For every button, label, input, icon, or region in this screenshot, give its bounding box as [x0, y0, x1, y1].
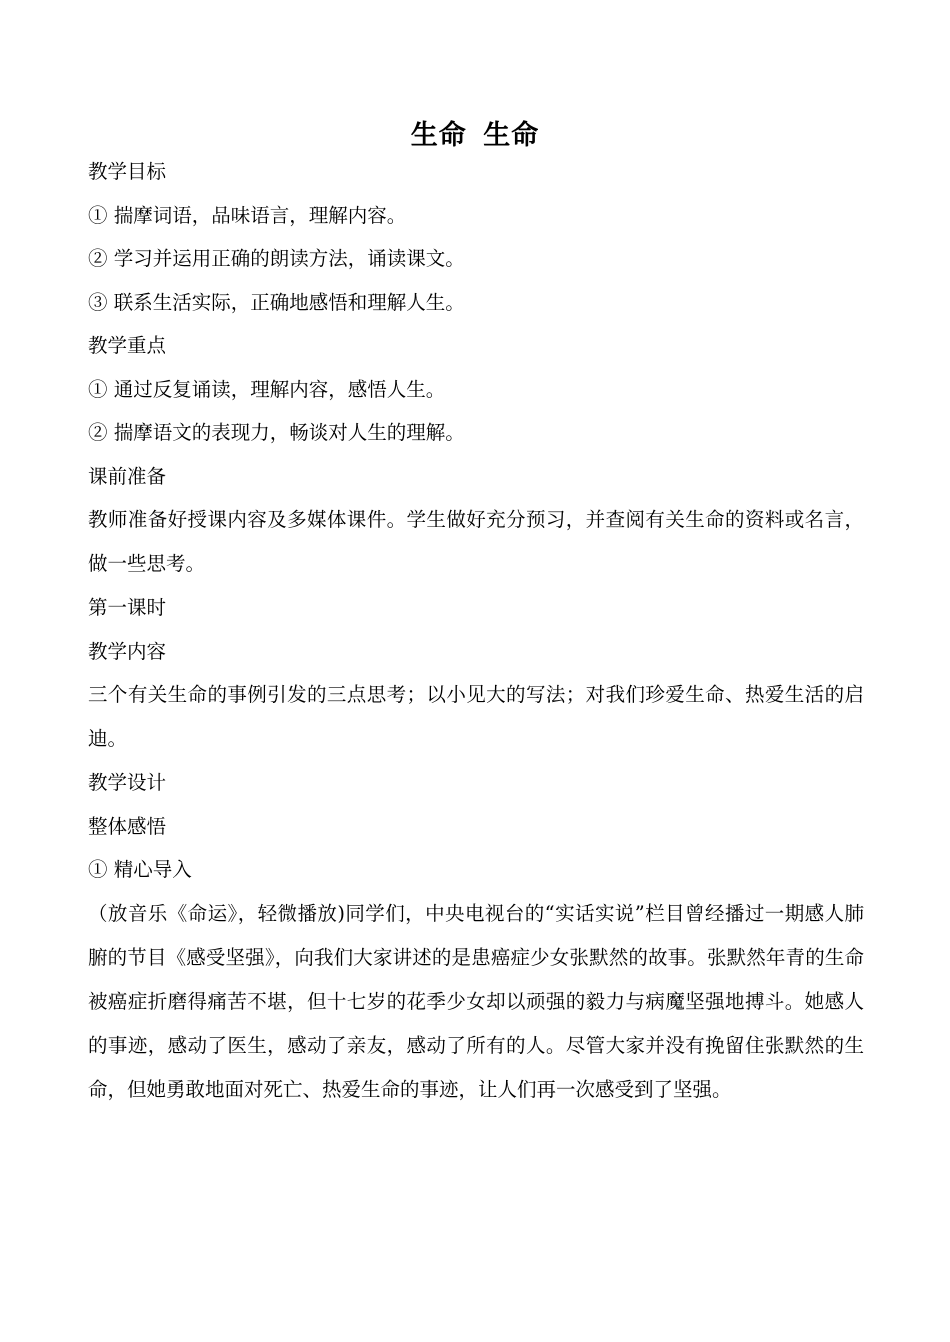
objective-item: ② 学习并运用正确的朗读方法，诵读课文。 — [88, 247, 465, 270]
prep-paragraph: 教师准备好授课内容及多媒体课件。学生做好充分预习，并查阅有关生命的资料或名言，做一些思考。 — [88, 508, 864, 575]
document-body — [88, 150, 864, 1112]
overall-heading: 整体感悟 — [88, 814, 167, 838]
content-heading: 教学内容 — [88, 639, 167, 663]
document-title: 生命 生命 — [410, 120, 540, 151]
content-paragraph: 三个有关生命的事例引发的三点思考；以小见大的写法；对我们珍爱生命、热爱生活的启迪。 — [88, 683, 864, 750]
intro-paragraph: （放音乐《命运》，轻微播放)同学们，中央电视台的“实话实说”栏目曾经播过一期感人肺腑的节目《感受坚强》，向我们大家讲述的是患癌症少女张默然的故事。张默然年青的生命被癌症折磨得痛苦不堪，但十七岁的花季少女却以顽强的毅力与病魔坚强地搏斗。她感人的事迹，感动了医生，感动了亲友，感动了所有的人。尽管大家并没有挽留住张默然的生命，但她勇敢地面对死亡、热爱生命的事迹，让人们再一次感受到了坚强。 — [88, 901, 864, 1101]
keypoint-item: ② 揣摩语文的表现力，畅谈对人生的理解。 — [88, 421, 465, 444]
keypoints-heading: 教学重点 — [88, 334, 167, 357]
prep-heading: 课前准备 — [88, 464, 167, 488]
objective-item: ③ 联系生活实际，正确地感悟和理解人生。 — [88, 290, 465, 314]
objectives-heading: 教学目标 — [88, 160, 167, 183]
keypoint-item: ① 通过反复诵读，理解内容，感悟人生。 — [88, 377, 446, 401]
lesson-heading: 第一课时 — [88, 596, 167, 619]
intro-heading: ① 精心导入 — [88, 858, 192, 881]
design-heading: 教学设计 — [88, 771, 167, 794]
objective-item: ① 揣摩词语，品味语言，理解内容。 — [88, 203, 407, 227]
